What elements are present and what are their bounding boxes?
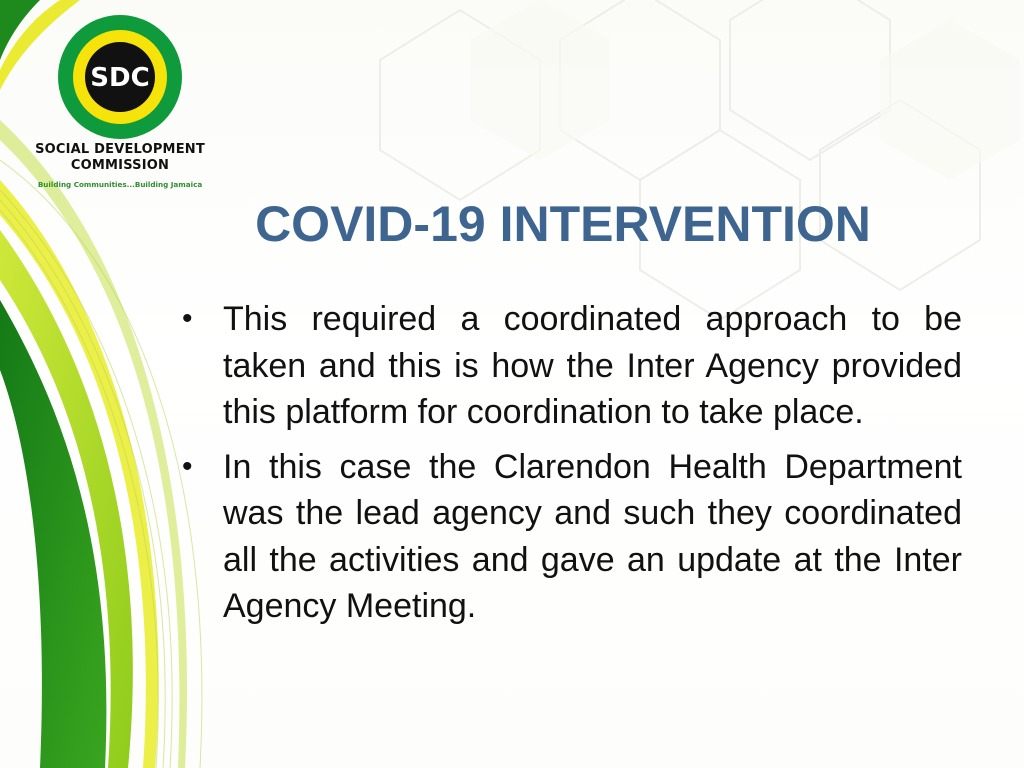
sdc-logo (20, 14, 220, 194)
bullet-text: In this case the Clarendon Health Department was the lead agency and such they coordinated all the activities and gave an update at the Inter Agency Meeting. (223, 447, 962, 625)
bullet-list (182, 296, 962, 638)
bullet-dot-icon: • (182, 302, 193, 335)
logo-mark-text: SDC (90, 63, 150, 93)
logo-org-line1: SOCIAL DEVELOPMENT (35, 142, 205, 157)
logo-org-line2: COMMISSION (70, 158, 170, 173)
bullet-item-2 (182, 444, 962, 630)
logo-tagline: Building Communities...Building Jamaica (37, 180, 203, 189)
bullet-text: This required a coordinated approach to be taken and this is how the Inter Agency provided this platform for coordination to take place. (223, 300, 962, 431)
bullet-item-1 (182, 296, 962, 436)
slide-title: COVID-19 INTERVENTION (255, 196, 871, 252)
bullet-dot-icon: • (182, 449, 193, 483)
sdc-logo-emblem (57, 14, 183, 140)
logo-org-name (20, 142, 220, 174)
